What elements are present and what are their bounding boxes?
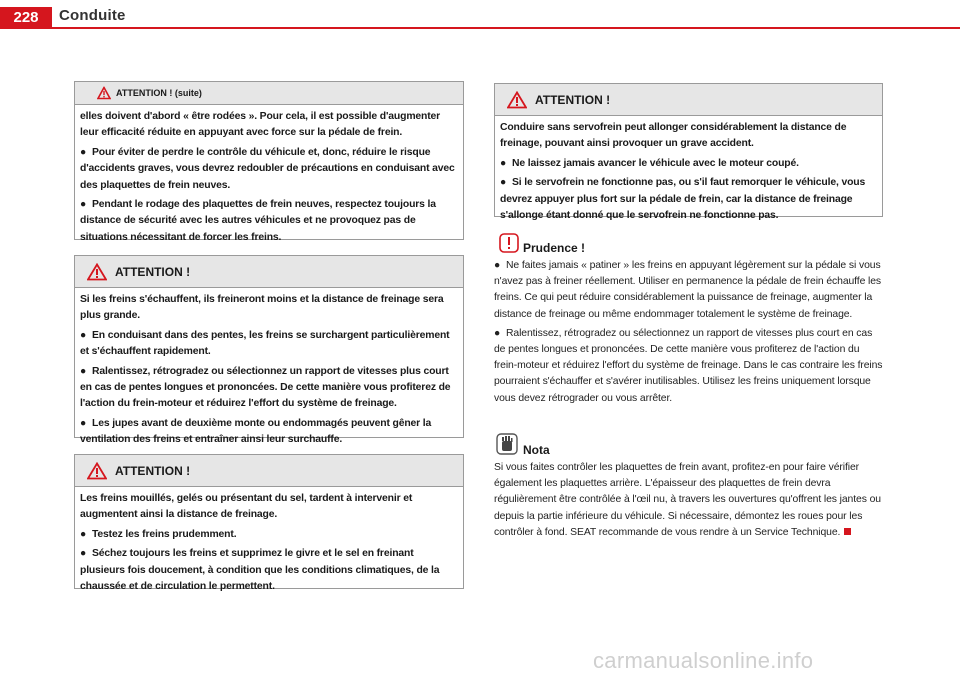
bullet-icon: ●: [494, 327, 501, 339]
watermark: carmanualsonline.info: [593, 648, 814, 673]
warning-box-header: [495, 84, 882, 116]
warning-box-body: [495, 116, 882, 231]
bullet-icon: ●: [80, 548, 87, 560]
paragraph: Les freins mouillés, gelés ou présentant du sel, tardent à intervenir et augmentent ainsi la distance de freinage.: [80, 493, 413, 521]
bullet-icon: ●: [80, 329, 87, 341]
bullet-icon: ●: [80, 146, 87, 158]
paragraph: Si les freins s'échauffent, ils freineront moins et la distance de freinage sera plus grande.: [80, 294, 444, 322]
bullet-item: ● Ralentissez, rétrogradez ou sélectionnez un rapport de vitesses plus court en cas de pentes longues et prononcées. De cette manière vous profiterez de l'action du frein-moteur et réduirez l'effort du système de freinage.: [80, 365, 451, 410]
info-icon: [496, 433, 518, 455]
warning-box: [74, 454, 464, 593]
warning-box-title: ATTENTION !: [535, 92, 611, 107]
bullet-item: ● Pour éviter de perdre le contrôle du véhicule et, donc, réduire le risque d'accidents graves, vous devrez redoubler de précautions en conduisant avec des plaquettes de frein neuves.: [80, 146, 455, 191]
warning-triangle-icon: [87, 263, 107, 281]
warning-box-body: [75, 487, 463, 602]
nota-heading: Nota: [523, 443, 550, 457]
warning-triangle-icon: [507, 91, 527, 109]
bullet-icon: ●: [80, 199, 87, 211]
prudence-body: [494, 258, 884, 410]
warning-box-header: [75, 256, 463, 288]
bullet-item: ● Séchez toujours les freins et supprimez le givre et le sel en freinant plusieurs fois doucement, à condition que les conditions climatiques, de la chaussée et de circulation le permettent.: [80, 548, 440, 593]
paragraph: Conduire sans servofrein peut allonger considérablement la distance de freinage, pouvant ainsi provoquer un grave accident.: [500, 122, 847, 150]
warning-triangle-icon: [97, 87, 111, 100]
bullet-icon: ●: [500, 157, 507, 169]
bullet-item: ● En conduisant dans des pentes, les freins se surchargent particulièrement et s'échauffent rapidement.: [80, 329, 450, 358]
nota-body: [494, 460, 884, 544]
warning-box-title: ATTENTION ! (suite): [116, 88, 202, 98]
caution-icon: [499, 233, 519, 253]
warning-box: [74, 255, 464, 446]
warning-box-header: [75, 82, 463, 105]
header-rule: [52, 27, 960, 29]
bullet-item: ● Ralentissez, rétrogradez ou sélectionnez un rapport de vitesses plus court en cas de pentes longues et prononcées. De cette manière vous profiterez de l'action du frein-moteur et réduirez l'effort du système de freinage. Dans le cas contraire les freins pourraient s'échauffer et s'avérer inutilisables. Utilisez les freins uniquement lorsque vous devez rétrograder ou vous arrêter.: [494, 327, 883, 404]
warning-box-title: ATTENTION !: [115, 463, 191, 478]
bullet-icon: ●: [494, 260, 501, 271]
bullet-icon: ●: [80, 528, 87, 540]
page-number: 228: [0, 7, 52, 29]
bullet-item: ● Ne laissez jamais avancer le véhicule avec le moteur coupé.: [500, 156, 877, 172]
warning-box: [494, 83, 883, 222]
bullet-item: ● Ne faites jamais « patiner » les freins en appuyant légèrement sur la pédale si vous n'avez pas à freiner réellement. Utiliser en permanence la pédale de frein échauffe les freins. Ce qui peut réduire considérablement la puissance de freinage, augmenter la distance de freinage ou même endommager totalement le système de freinage.: [494, 260, 882, 320]
paragraph: elles doivent d'abord « être rodées ». Pour cela, il est possible d'augmenter leur efficacité réduite en appuyant avec force sur la pédale de frein.: [80, 111, 441, 139]
warning-box-body: [75, 288, 463, 456]
warning-box-title: ATTENTION !: [115, 264, 191, 279]
page-header: [0, 0, 960, 30]
end-mark-icon: [844, 528, 851, 535]
bullet-item: ● Les jupes avant de deuxième monte ou endommagés peuvent gêner la ventilation des freins et entraîner ainsi leur surchauffe.: [80, 417, 432, 446]
warning-triangle-icon: [87, 462, 107, 480]
bullet-item: ● Pendant le rodage des plaquettes de frein neuves, respectez toujours la distance de sécurité avec les autres véhicules et ne provoquez pas de situations nécessitant de forcer les freins.: [80, 199, 436, 243]
warning-box-continued: [74, 81, 464, 243]
bullet-icon: ●: [500, 177, 507, 189]
nota-text: Si vous faites contrôler les plaquettes de frein avant, profitez-en pour faire vérifier également les plaquettes arrière. L'épaisseur des plaquettes de frein devra régulièrement être contrôlée à l'œil nu, à travers les ouvertures qu'offrent les jantes ou depuis la partie inférieure du véhicule. Si nécessaire, démontez les roues pour les contrôler à fond. SEAT recommande de vous rendre à un Service Technique.: [494, 462, 881, 538]
warning-box-body: [75, 105, 463, 253]
warning-box-header: [75, 455, 463, 487]
bullet-icon: ●: [80, 417, 87, 429]
bullet-item: ● Testez les freins prudemment.: [80, 527, 458, 543]
bullet-icon: ●: [80, 365, 87, 377]
prudence-heading: Prudence !: [523, 241, 586, 255]
page-title: Conduite: [59, 7, 126, 24]
bullet-item: ● Si le servofrein ne fonctionne pas, ou s'il faut remorquer le véhicule, vous devrez appuyer plus fort sur la pédale de frein, car la distance de freinage s'allonge étant donné que le servofrein ne fonctionne pas.: [500, 177, 866, 222]
